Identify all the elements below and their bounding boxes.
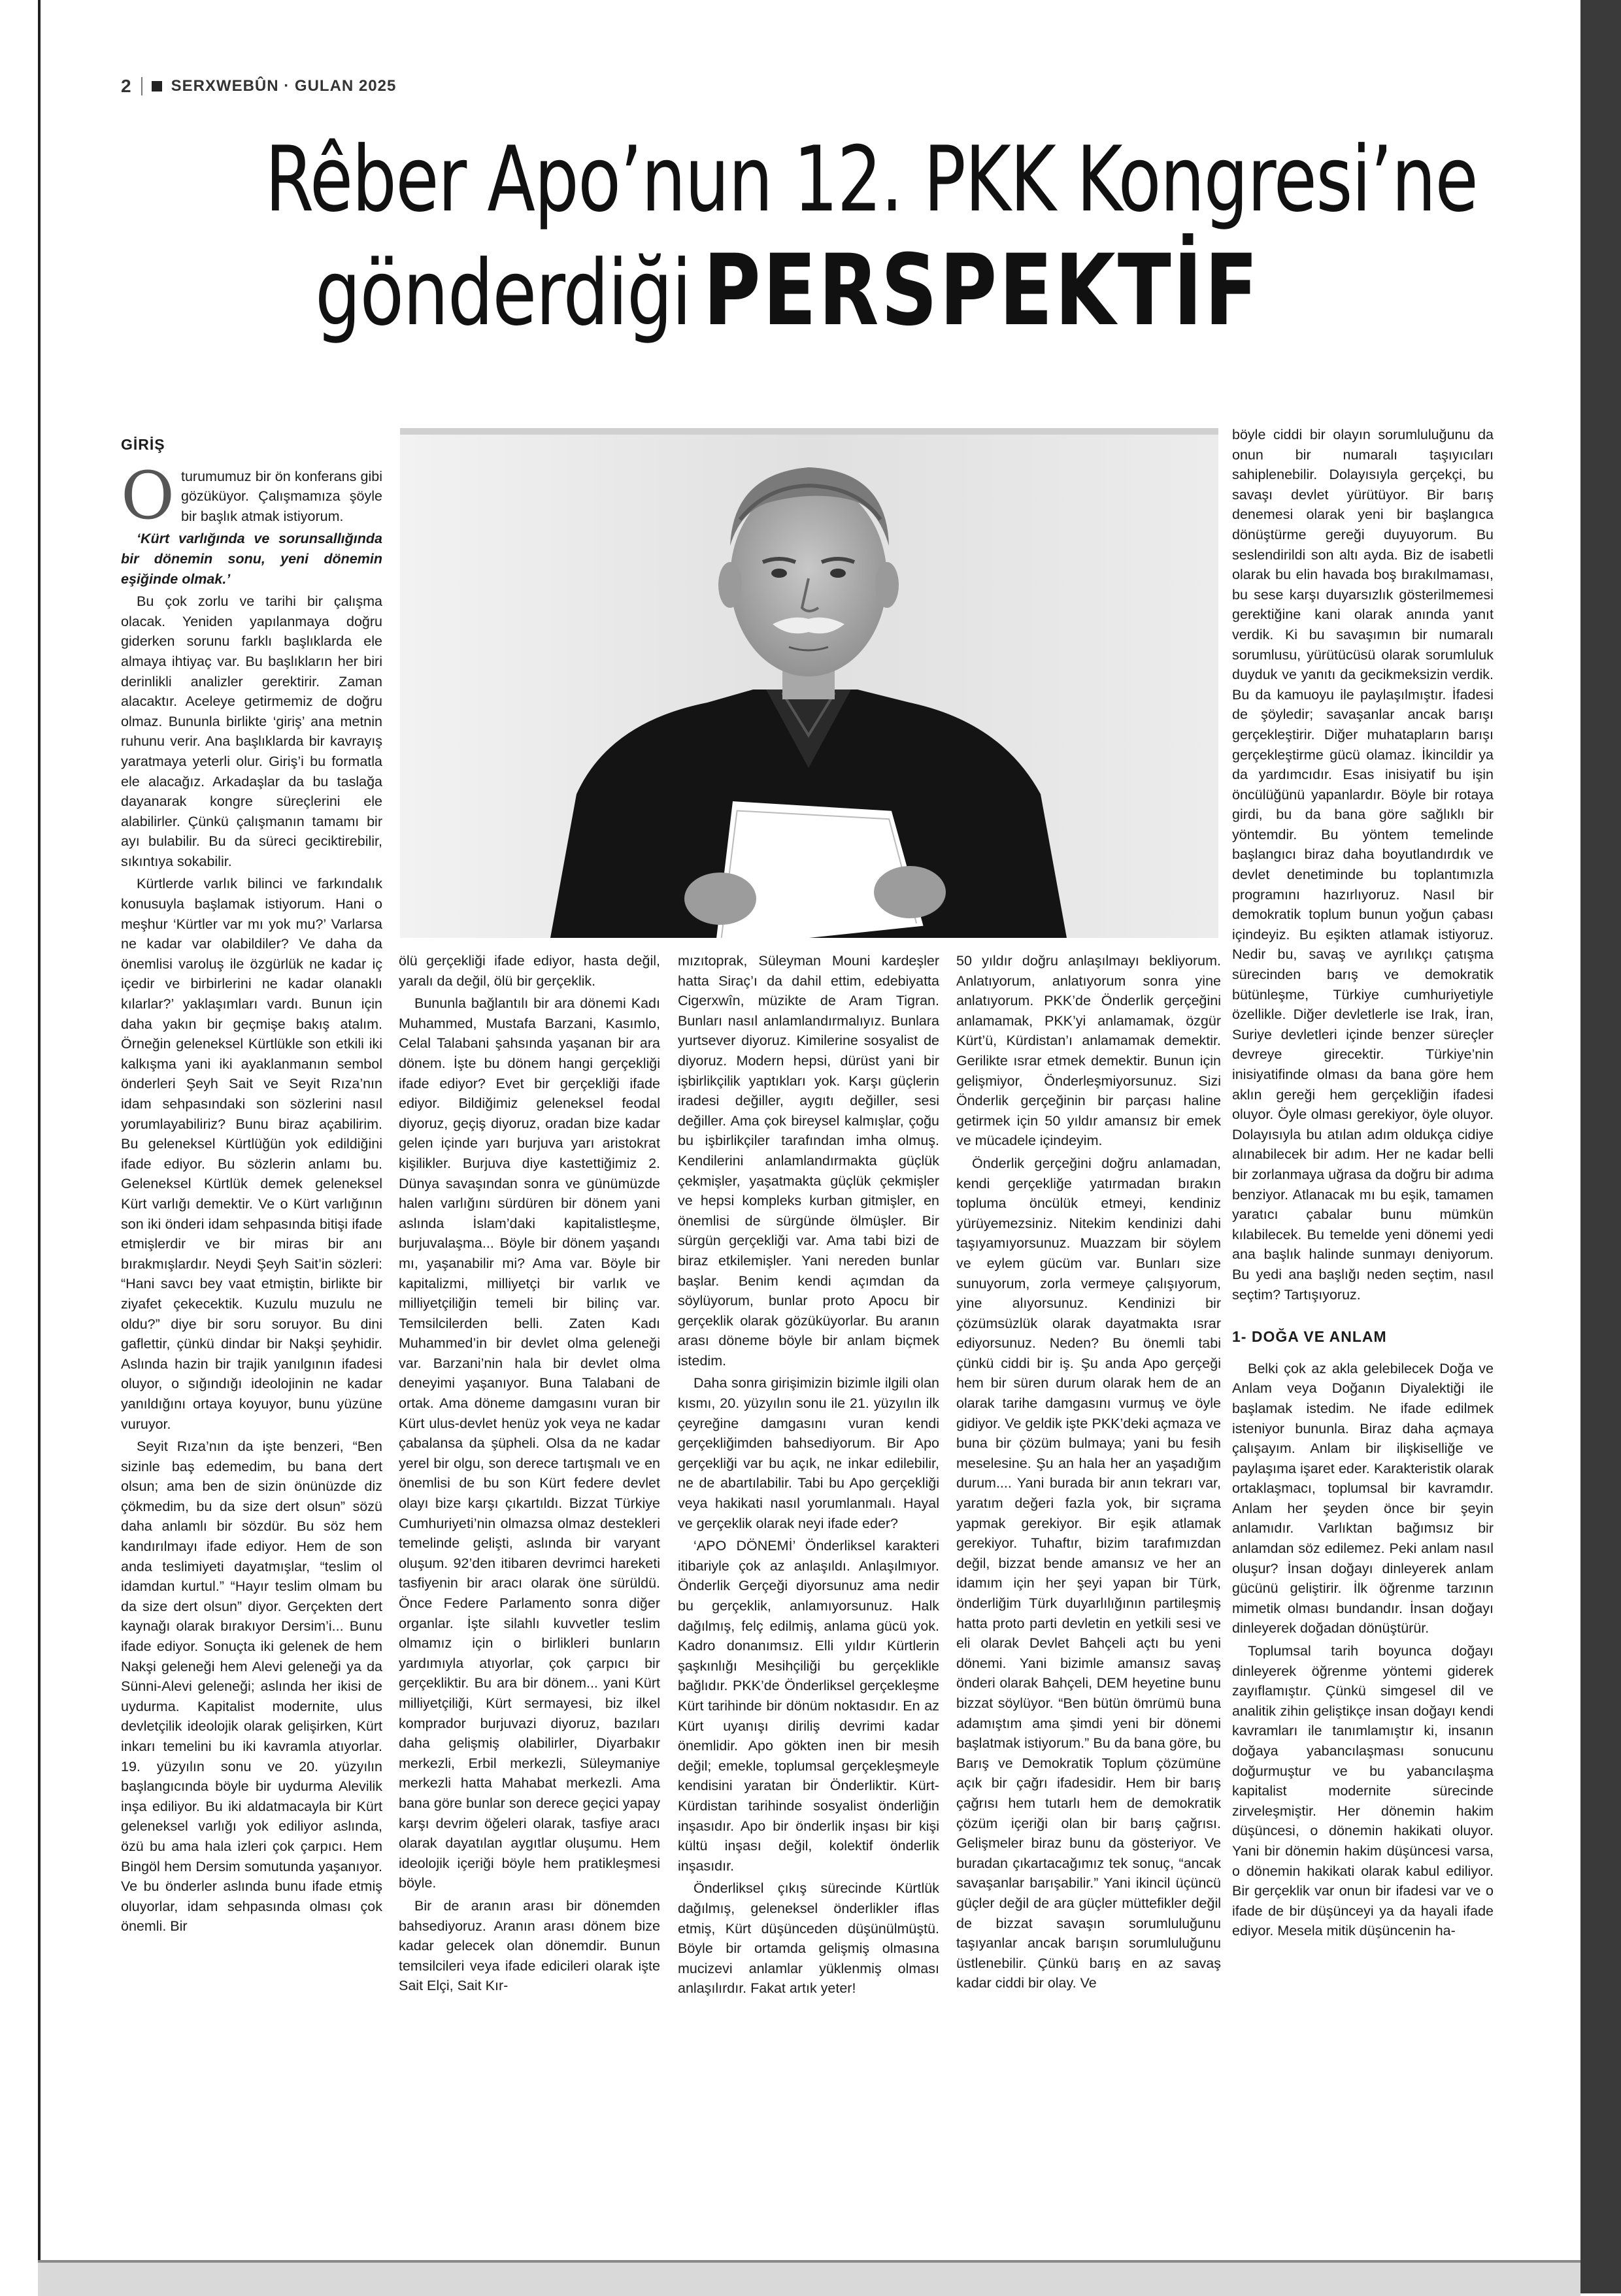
paragraph: Toplumsal tarih boyunca doğayı dinleyerek öğrenme yöntemi giderek zayıflamıştır. Çünkü simgesel dil ve analitik zihin geliştikçe insan doğayı kendi kavramları ile tanımlamıştır ki, insanın doğaya yabancılaşması sonucunu doğurmuştur ve bu yabancılaşma kapitalist modernite sürecinde zirveleşmiştir. Her dönemin hakim düşüncesi, o dönemin hakikati oluyor. Yani bir dönemin hakim düşüncesi varsa, o dönemin hakikati olarak kabul ediliyor. Bir gerçeklik var onun bir ifadesi var ve o ifade de bir düşünceyi ya da hayali ifade ediyor. Mesela mitik düşüncenin ha- xyxy=(1232,1643,1494,1939)
running-header xyxy=(121,73,396,99)
text-column-1 xyxy=(121,435,382,1939)
paragraph: Kürtlerde varlık bilinci ve farkındalık konusuyla başlamak istiyorum. Hani o meşhur ‘Kürtler var mı yok mu?’ Varlarsa ne kadar var olabildiler? Ve daha da önemlisi varoluş ile özgürlük ne kadar iç içedir ve birbirlerini ne kadar olanaklı kılarlar?’ yaklaşımları vardı. Bunun için daha yakın bir geçmişe bakış atalım. Örneğin geleneksel Kürtlükle son etkili iki kalkışma yani iki ayaklanmanın sembol önderleri Şeyh Sait ve Seyit Rıza’nın idam sehpasındaki son sözlerini nasıl yorumlayabiliriz? Bunu biraz açabilirim. Bu geleneksel Kürtlüğün yok edildiğini ifade ediyor. Bu sözlerin anlamı bu. Geleneksel Kürtlük demek geleneksel Kürt varlığı demektir. Ve o Kürt varlığının son iki önderi idam sehpasında bitişi ifade etmişlerdir ve bir miras bir anı bırakmışlardır. Neydi Şeyh Sait’in sözleri: “Hani savcı bey vaat etmiştin, birlikte bir ziyafet çekecektik. Kuzulu muzulu ne oldu?” diye bir soru soruyor. Bu dini gaflettir, çünkü dindar bir Nakşi şeyhidir. Aslında hazin bir trajik yanılgının ifadesi oluyor, o sığındığı ideolojinin ne kadar yanıldığını ortaya koyuyor, bunu yüzüne vuruyor. xyxy=(121,876,382,1432)
paragraph: Önderlik gerçeğini doğru anlamadan, kendi gerçekliğe yatırmadan bırakın topluma öncülük etmeyi, kendiniz yürüyemezsiniz. Nitekim kendinizi dahi taşıyamıyorsunuz. Muazzam bir söylem ve eylem gücüm var. Bunları size sunuyorum, zorla vermeye çalışıyorum, yine alıyorsunuz. Kendinizi bir çözümsüzlük olarak dayatmakta ısrar ediyorsunuz. Neden? Bu önemli tabi çünkü ciddi bir iş. Şu anda Apo gerçeği hem bir süren durum olarak hem de an olarak tarihe damgasını vurmuş ve öyle gidiyor. Ve geldik işte PKK’deki açmaza ve buna bir çözüm bulmaya; yani bu fesih meselesine. Şu an hala her an yaşadığım durum.... Yani burada bir anın tekrarı var, yaratım değeri fazla yok, bir sıçrama yapmak gerekiyor. Bir eşik atlamak gerekiyor. Tuhaftır, bizim tarafımızdan değil, bizzat bende amansız ve her an idamım için her şeyi yapan bir Türk, önderliğim Türk duyarlılığının partileşmiş hatta proto parti devletin en yetkili sesi ve eli olarak Devlet Bahçeli açtı bu yeni dönemi. Yani bizimle amansız savaş önderi olarak Bahçeli, DEM heyetine bunu bizzat söylüyor. “Ben bütün ömrümü buna adamıştım ama şimdi yeni bir dönemi başlatmak istiyorum.” Bu da bana göre, bu Barış ve Demokratik Toplum çözümüne açık bir çağrı ifadesidir. Hem bir barış çağrısı hem tutarlı hem de demokratik çözüm içeriği olan bir barış çağrısı. Gelişmeler biraz bunu da gösteriyor. Ve buradan çıkartacağımız tek sonuç, “ancak savaşanlar barışabilir.” Yani ikincil üçüncü güçler değil de ara güçler müttefikler değil de bizzat savaşın sorumluluğunu taşıyanlar ancak barışın sorumluluğunu üstlenebilir. Çünkü barış en az savaş kadar ciddi bir olay. Ve xyxy=(956,1155,1221,1991)
paragraph: Bir de aranın arası bir dönemden bahsediyoruz. Aranın arası dönem bize kadar gelecek olan dönemdir. Bunun temsilcileri veya ifade edicileri olarak işte Sait Elçi, Sait Kır- xyxy=(399,1897,660,1994)
paragraph: Bununla bağlantılı bir ara dönemi Kadı Muhammed, Mustafa Barzani, Kasımlo, Celal Talabani şahsında yaşanan bir ara dönem. İşte bu dönem hangi gerçekliği ifade ediyor? Evet bir gerçekliği ifade ediyor. Bildiğimiz geleneksel feodal diyoruz, geçiş diyoruz, oradan bize kadar gelen içinde yarı burjuva yarı aristokrat kişilikler. Burjuva diye kastettiğimiz 2. Dünya savaşından sonra ve günümüzde halen varlığını sürdüren bir dönem yani aslında İslam’daki kapitalistleşme, burjuvalaşma... Böyle bir dönem yaşandı mı, yaşanabilir mi? Ama var. Böyle bir kapitalizmi, milliyetçi bir varlık ve milliyetçiliğin temeli bir bilinç var. Temsilcilerden belli. Zaten Kadı Muhammed’in bir devlet olma geleneği var. Barzani’nin hala bir devlet olma deneyimi yaşanıyor. Buna Talabani de ortak. Ama döneme damgasını vuran bir Kürt ulus-devlet henüz yok veya ne kadar çabalansa da şüpheli. Olsa da ne kadar yerel bir olgu, son derece tartışmalı ve en önemlisi de bu son Kürt federe devlet olayı bize karşı çıkartıldı. Bizzat Türkiye Cumhuriyeti’nin olmazsa olmaz destekleri temelinde gelişti, aslında bir varyant oluşum. 92’den itibaren devrimci hareketi tasfiyenin bir aracı olarak öne sürüldü. Önce Federe Parlamento sonra diğer organlar. İşte silahlı kuvvetler teslim olmamız için o birlikleri bunların yardımıyla atıyorlar, çok çarpıcı bir gerçekliktir. Bu ara bir dönem... yani Kürt milliyetçiliği, Kürt sermayesi, biz ilkel komprador burjuvazi diyoruz, bazıları daha gelişmiş olabilirler, Diyarbakır merkezli, Erbil merkezli, Süleymaniye merkezli hatta Mahabat merkezli. Ama bana göre bunlar son derece geçici yapay karşı devrim öğeleri olarak, tasfiye aracı olarak dayatılan aygıtlar oluşumu. Hem ideolojik içeriği böyle hem pratikleşmesi böyle. xyxy=(399,995,660,1891)
paragraph: Önderliksel çıkış sürecinde Kürtlük dağılmış, geleneksel önderlikler iflas etmiş, Kürt düşünceden düşünülmüştü. Böyle bir ortamda gelişmiş olmasına mucizevi anlamlar yüklenmiş olması anlaşılırdır. Fakat artık yeter! xyxy=(678,1880,939,1997)
title-bold: PERSPEKTİF xyxy=(703,234,1260,348)
section-heading-giris: GİRİŞ xyxy=(121,436,165,453)
paragraph: 50 yıldır doğru anlaşılmayı bekliyorum. Anlatıyorum, anlatıyorum sonra yine anlatıyorum. PKK’de Önderlik gerçeğini anlamamak, PKK’yi anlamamak, özgür Kürt’ü, Kürdistan’ı anlamamak demektir. Gerilikte ısrar etmek demektir. Bunun için gelişmiyor, Önderleşmiyorsunuz. Sizi Önderlik gerçeğinin bir parçası haline getirmek için 50 yıldır amansız bir emek ve mücadele içindeyim. xyxy=(956,953,1221,1149)
paragraph: Seyit Rıza’nın da işte benzeri, “Ben sizinle baş edemedim, bu bana dert olsun; ama ben de sizin önünüzde diz çökmedim, bu da size dert olsun” sözü daha anlamlı bir sözdür. Bu söz hem kandırılmayı ifade ediyor. Hem de son anda teslimiyeti dayatmışlar, “teslim ol idamdan kurtul.” “Hayır teslim olmam bu da size dert olsun” diyor. Gerçekten dert kaynağı olarak bırakıyor Dersim’i... Bunu ifade ediyor. Sonuçta iki gelenek de hem Nakşi geleneği hem Alevi geleneği ya da Sünni-Alevi geleneği; aslında her ikisi de uydurma. Kapitalist modernite, ulus devletçilik ideolojik olarak gelişirken, Kürt inkarı temelini bu iki kavramla atıyorlar. 19. yüzyılın sonu ve 20. yüzyılın başlangıcında böyle bir uydurma Alevilik inşa ediliyor. Bu iki aldatmacayla bir Kürt geleneksel varlığı yok ediliyor aslında, özü bu ama hala izleri çok çarpıcı. Hem Bingöl hem Dersim somutunda yaşanıyor. Ve bu önderler aslında bunu ifade etmiş oluyorlar, idam sehpasında olması çok önemli. Bir xyxy=(121,1439,382,1935)
paragraph: mızıtoprak, Süleyman Mouni kardeşler hatta Siraç’ı da dahil ettim, edebiyatta Cigerxwîn, müzikte de Aram Tigran. Bunları nasıl anlamlandırmalıyız. Bunlara yurtsever diyoruz. Kimilerine sosyalist de diyoruz. Modern hepsi, dürüst yani bir işbirlikçilik yaptıkları yok. Karşı güçlerin iradesi değiller, aygıtı değiller, sesi değiller. Ama çok bireysel kalmışlar, çoğu bu işbirlikçiler tarafından imha olmuş. Kendilerini anlamlandırmakta güçlük çekmişler, yaşatmakta güçlük çekmişler ve hepsi kompleks kurban gitmişler, en önemlisi de sürgünde ölmüşler. Bir sürgün gerçekliği var. Ama tabi bizi de biraz etkilemişler. Yani nereden bunlar başlar. Benim kendi açımdan da söylüyorum, bunlar proto Apocu bir gerçeklik olarak gözüküyorlar. Bu aranın arası döneme böyle bir anlam biçmek istedim. xyxy=(678,953,939,1369)
section-heading-doga-ve-anlam: 1- DOĞA VE ANLAM xyxy=(1232,1328,1387,1346)
portrait-photo xyxy=(400,428,1218,938)
title-regular: gönderdiği xyxy=(315,241,691,346)
text-column-2 xyxy=(399,951,660,1999)
publication-name: SERXWEBÛN · GULAN 2025 xyxy=(171,77,397,95)
paragraph: ‘APO DÖNEMİ’ Önderliksel karakteri itibariyle çok az anlaşıldı. Anlaşılmıyor. Önderlik Gerçeği diyorsunuz ama nedir bu gerçeklik, anlamıyorsunuz. Halk dağılmış, felç edilmiş, anlama gücü yok. Kadro donanımsız. Elli yıldır Kürtlerin şaşkınlığı Mesihçiliği bu gerçeklikle bağlıdır. PKK’de Önderliksel gerçekleşme Kürt tarihinde bir dönüm noktasıdır. En az Kürt uyanışı diriliş devrimi kadar önemlidir. Apo gökten inen bir mesih değil; emekle, toplumsal gerçekleşmeyle kendisini yaratan bir Önderliktir. Kürt-Kürdistan tarihinde sosyalist önderliğin inşasıdır. Apo bir önderlik inşası bir kişi kültü inşası değil, kolektif önderlik inşasıdır. xyxy=(678,1538,939,1874)
paragraph: Daha sonra girişimizin bizimle ilgili olan kısmı, 20. yüzyılın sonu ile 21. yüzyılın ilk çeyreğine damgasını vuran kendi gerçekliğimden bahsediyorum. Bir Apo gerçekliği var bu açık, ne inkar edilebilir, ne de abartılabilir. Tabi bu Apo gerçekliği veya hakikati nasıl yorumlanmalı. Hayal ve gerçeklik olarak neyi ifade eder? xyxy=(678,1375,939,1531)
paragraph: Bu çok zorlu ve tarihi bir çalışma olacak. Yeniden yapılanmaya doğru giderken sorunu farklı başlıklarda ele almaya ihtiyaç var. Bu başlıkların her biri derinlikli analizler gerektirir. Zaman alacaktır. Aceleye getirmemiz de doğru olmaz. Bununla birlikte ‘giriş’ ana metnin ruhunu verir. Ana başlıklarda bir kavrayış yaratmaya yeterli olur. Giriş’i bu formatla ele alacağız. Arkadaşlar da bu taslağa dayanarak kongre süreçlerini ele alabilirler. Çünkü çalışmanın tamamı bir ayı bulabilir. Bu da süreci geciktirebilir, sıkıntıya sokabilir. xyxy=(121,593,382,869)
scan-left-edge xyxy=(0,0,41,2293)
paragraph: ölü gerçekliği ifade ediyor, hasta değil, yaralı da değil, ölü bir gerçeklik. xyxy=(399,953,660,989)
square-bullet-icon xyxy=(152,81,162,92)
pull-quote: ‘Kürt varlığında ve sorunsallığında bir dönemin sonu, yeni dönemin eşiğinde olmak.’ xyxy=(121,531,382,587)
scan-right-edge xyxy=(1580,0,1621,2293)
paragraph: Belki çok az akla gelebilecek Doğa ve Anlam veya Doğanın Diyalektiği ile başlamak istedim. Ne ifade edilmek isteniyor bununla. Biraz daha açmaya çalışayım. Anlam bir ilişkiselliğe ve paylaşıma işaret eder. Karakteristik olarak ortaklaşmacı, toplumsal bir kavramdır. Anlam her şeyden önce bir şeyin anlamıdır. Varlıktan bağımsız bir anlamdan söz edilemez. Peki anlam nasıl oluşur? İnsan doğayı dinleyerek anlam gücünü geliştirir. İlk öğrenme tarzının mimetik olması bundandır. İnsan doğayı dinleyerek doğadan dönüştürür. xyxy=(1232,1360,1494,1637)
text-column-5 xyxy=(1232,425,1494,1944)
text-column-4 xyxy=(956,951,1221,1996)
paragraph: böyle ciddi bir olayın sorumluluğunu da onun bir numaralı taşıyıcıları sahiplenebilir. Dolayısıyla gerçekçi, bu savaşı devlet yürütüyor. Bir barış denemesi olarak yeni bir başlangıca dönüştürme gereği duyuyorum. Bu seslendirildi son altı ayda. Biz de isabetli olarak bu elin havada boş bırakılmaması, bu sese karşı duyarsızlık gösterilmemesi gerektiğine kani olarak anında yanıt verdik. Ki bu savaşımın bir numaralı sorumlusu, yürütücüsü olarak sorumluluk duyduk ve yanıtı da gecikmeksizin verdik. Bu da kamuoyu ile paylaşılmıştır. İfadesi de şöyledir; savaşanlar ancak barışı gerçekleştirir. Diğer muhatapların barışı gerçekleştirme gücü olamaz. İkincildir ya da yardımcıdır. Esas inisiyatif bu işin öncülüğünü yapanlardır. Böyle bir rotaya girdi, bu da bana göre sağlıklı bir yöntemdir. Bu yöntem temelinde başlangıcı biraz daha boyutlandırdık ve devlet denetiminde bu toplantımızla programını hazırlıyoruz. Nasıl bir demokratik toplum bunun yoğun çabası içindeyiz. Bu eşikten atlamak istiyoruz. Nedir bu, savaş ve ayrılıkçı çatışma sürecinden barış ve demokratik bütünleşme, Türkiye cumhuriyetiyle özellikle. Diğer devletlerle ise Irak, İran, Suriye devletleri içinde benzer süreçler devreye girecektir. Türkiye’nin inisiyatifinde olması da bana göre hem aklın gereği hem gerçekliğin ifadesi oluyor. Öyle olması gerekiyor, öyle oluyor. Dolayısıyla bu atılan adım oldukça cidiye alınabilecek bir adım. Her ne kadar belli bir zorlanmaya uğrasa da doğru bir adıma benziyor. Atlanacak mı bu eşik, tamamen yaratıcı çabalar bunu mümkün kılabilecek. Bu temelde yeni dönemi yedi ana başlık halinde sunmayı deniyorum. Bu yedi ana başlığı neden seçtim, nasıl seçtim? Tartışıyoruz. xyxy=(1232,427,1494,1303)
title-line-1: Rêber Apo’nun 12. PKK Kongresi’ne xyxy=(265,127,1478,232)
paragraph: turumumuz bir ön konferans gibi gözüküyor. Çalışmamıza şöyle bir başlık atmak istiyorum. xyxy=(180,468,382,524)
scan-bottom-edge xyxy=(38,2260,1580,2296)
drop-cap: O xyxy=(121,457,175,534)
header-divider xyxy=(141,77,142,95)
page-number: 2 xyxy=(121,76,132,96)
title-line-2 xyxy=(252,234,1324,374)
text-column-3 xyxy=(678,951,939,2001)
article-title xyxy=(118,127,1478,374)
